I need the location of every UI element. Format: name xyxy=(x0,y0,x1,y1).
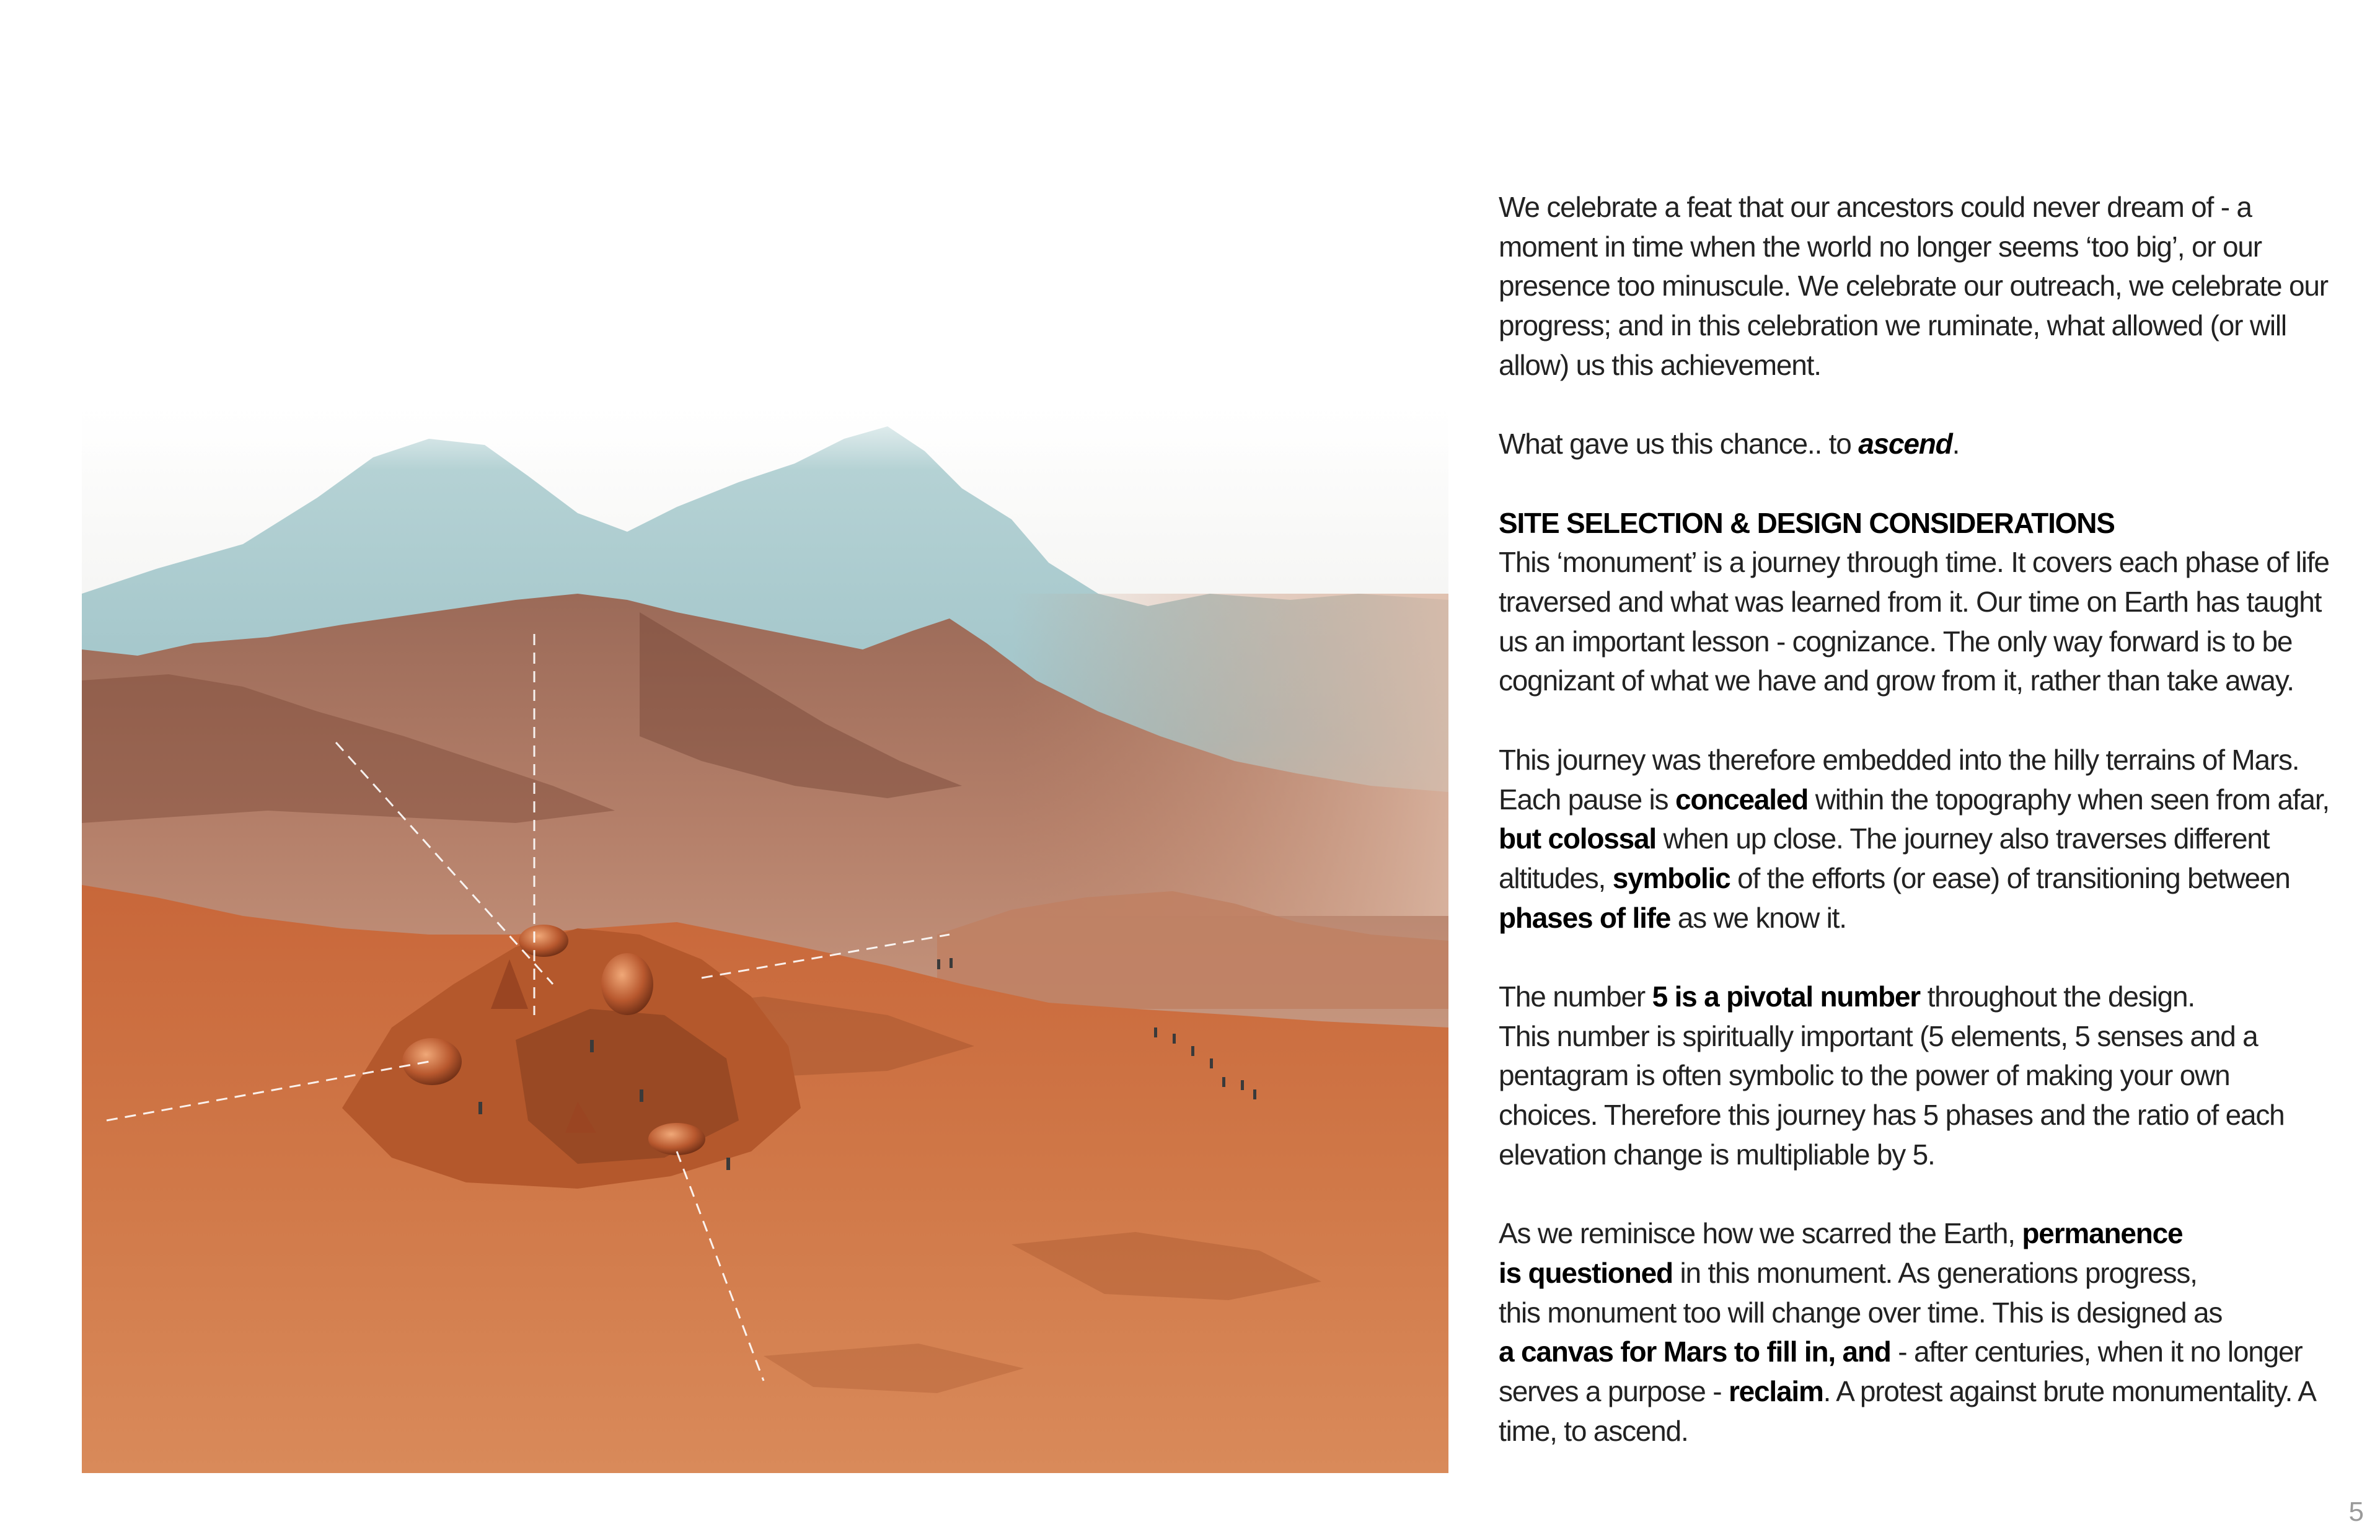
p2-text-2: within the topography when seen from afar, xyxy=(1808,783,2329,816)
section-paragraph-4d xyxy=(1499,1332,2329,1451)
section-paragraph-4b xyxy=(1499,1254,2329,1293)
landscape-svg xyxy=(82,389,1448,1473)
p4-text-2: in this monument. As generations progress, xyxy=(1672,1256,2197,1289)
p4-text-5: . A protest against brute monumentality. A time, to ascend. xyxy=(1499,1375,2315,1447)
p2-bold-concealed: concealed xyxy=(1675,783,1809,816)
p4-bold-questioned: is questioned xyxy=(1499,1256,1673,1289)
pod-dome-4 xyxy=(648,1123,705,1155)
pod-sphere-1 xyxy=(601,953,653,1015)
p2-text-4: of the efforts (or ease) of transitioning between xyxy=(1730,861,2290,894)
p2-bold-phases: phases of life xyxy=(1499,901,1671,934)
text-column xyxy=(1499,188,2329,1451)
p4-bold-reclaim: reclaim xyxy=(1728,1375,1823,1408)
p4-text-4: - after centuries, when it no longer serves a purpose - xyxy=(1499,1335,2303,1408)
question-line xyxy=(1499,425,2329,464)
ascend-emphasis: ascend xyxy=(1858,428,1952,460)
p2-text-3: when up close. The journey also traverses different altitudes, xyxy=(1499,822,2270,894)
section-paragraph-2 xyxy=(1499,741,2329,938)
p3-text-2: throughout the design. xyxy=(1919,980,2195,1013)
section-paragraph-4a xyxy=(1499,1214,2329,1254)
section-paragraph-3a xyxy=(1499,977,2329,1017)
question-lead: What gave us this chance.. to xyxy=(1499,428,1859,460)
p2-text-1: This journey was therefore embedded into the hilly terrains of Mars. Each pause is xyxy=(1499,743,2299,816)
p2-bold-colossal: but colossal xyxy=(1499,822,1656,855)
pod-dome-3 xyxy=(402,1038,462,1085)
mars-landscape-render xyxy=(82,389,1448,1473)
section-paragraph-4c: this monument too will change over time. This is designed as xyxy=(1499,1296,2223,1329)
question-end: . xyxy=(1952,428,1960,460)
intro-paragraph: We celebrate a feat that our ancestors could never dream of - a moment in time when the world no longer seems ‘too big’, or our presence too minuscule. We celebrate our outreach, we celebrate our progress; and in this celebration we ruminate, what allowed (or will allow) us this achievement. xyxy=(1499,191,2328,381)
p4-text-1: As we reminisce how we scarred the Earth, xyxy=(1499,1217,2022,1250)
section-heading: SITE SELECTION & DESIGN CONSIDERATIONS xyxy=(1499,506,2115,539)
p2-text-5: as we know it. xyxy=(1670,901,1846,934)
section-paragraph-1: This ‘monument’ is a journey through time. It covers each phase of life traversed and what was learned from it. Our time on Earth has taught us an important lesson - cognizance. The only way forward is to be cognizant of what we have and grow from it, rather than take away. xyxy=(1499,546,2329,697)
top-mist xyxy=(82,389,1448,470)
right-haze xyxy=(1011,594,1448,916)
p3-bold-pivotal: 5 is a pivotal number xyxy=(1652,980,1920,1013)
p3-text-1: The number xyxy=(1499,980,1652,1013)
pod-dome-2 xyxy=(519,925,568,957)
section-paragraph-3b: This number is spiritually important (5 elements, 5 senses and a pentagram is often symbolic to the power of making your own choices. Therefore this journey has 5 phases and the ratio of each elevation change is multipliable by 5. xyxy=(1499,1019,2285,1171)
page-number: 5 xyxy=(2348,1497,2364,1527)
p4-bold-permanence: permanence xyxy=(2022,1217,2183,1250)
p4-bold-canvas: a canvas for Mars to fill in, and xyxy=(1499,1335,1891,1368)
p2-bold-symbolic: symbolic xyxy=(1612,861,1730,894)
